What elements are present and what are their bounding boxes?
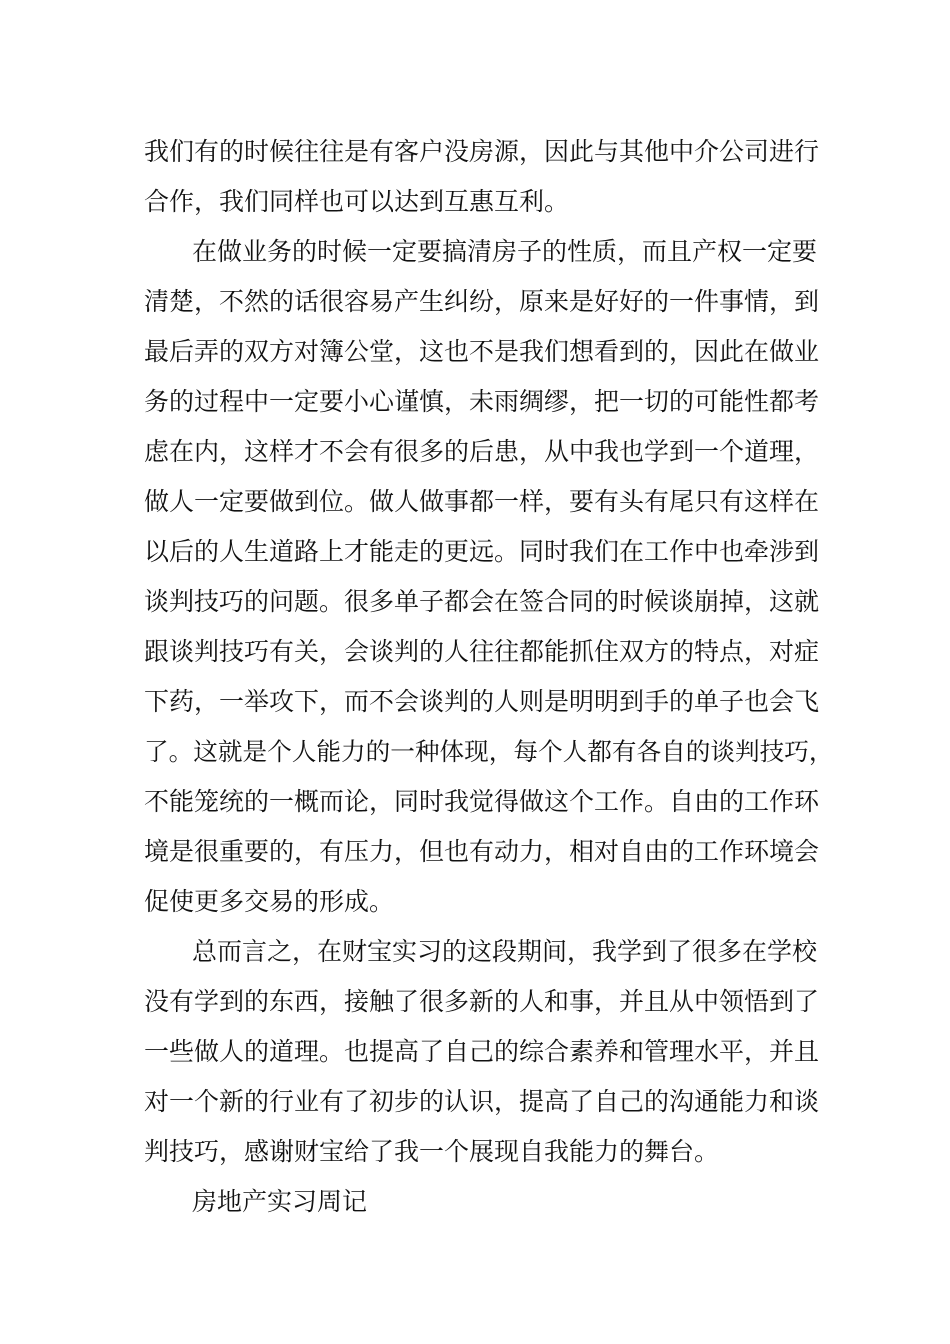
text-line: 跟谈判技巧有关，会谈判的人往往都能抓住双方的特点，对症 (144, 637, 820, 666)
text-line: 促使更多交易的形成。 (144, 887, 395, 916)
text-line: 房地产实习周记 (192, 1187, 368, 1216)
body-text (144, 127, 834, 1227)
text-line: 虑在内，这样才不会有很多的后患，从中我也学到一个道理， (144, 437, 820, 466)
text-line: 最后弄的双方对簿公堂，这也不是我们想看到的，因此在做业 (144, 337, 820, 366)
text-line: 合作，我们同样也可以达到互惠互利。 (144, 187, 570, 216)
text-line: 清楚，不然的话很容易产生纠纷，原来是好好的一件事情，到 (144, 287, 820, 316)
text-line: 谈判技巧的问题。很多单子都会在签合同的时候谈崩掉，这就 (144, 587, 820, 616)
text-line: 了。这就是个人能力的一种体现，每个人都有各自的谈判技巧， (144, 737, 834, 766)
text-line: 下药，一举攻下，而不会谈判的人则是明明到手的单子也会飞 (144, 687, 820, 716)
text-line: 没有学到的东西，接触了很多新的人和事，并且从中领悟到了 (144, 987, 820, 1016)
text-line: 对一个新的行业有了初步的认识，提高了自己的沟通能力和谈 (144, 1087, 820, 1116)
text-line: 我们有的时候往往是有客户没房源，因此与其他中介公司进行 (144, 137, 820, 166)
text-line: 以后的人生道路上才能走的更远。同时我们在工作中也牵涉到 (144, 537, 820, 566)
text-line: 一些做人的道理。也提高了自己的综合素养和管理水平，并且 (144, 1037, 820, 1066)
text-line: 不能笼统的一概而论，同时我觉得做这个工作。自由的工作环 (144, 787, 820, 816)
text-line: 总而言之，在财宝实习的这段期间，我学到了很多在学校 (192, 937, 818, 966)
text-line: 在做业务的时候一定要搞清房子的性质，而且产权一定要 (192, 237, 818, 266)
text-line: 务的过程中一定要小心谨慎，未雨绸缪，把一切的可能性都考 (144, 387, 820, 416)
text-line: 判技巧，感谢财宝给了我一个展现自我能力的舞台。 (144, 1137, 720, 1166)
text-line: 境是很重要的，有压力，但也有动力，相对自由的工作环境会 (144, 837, 820, 866)
text-line: 做人一定要做到位。做人做事都一样，要有头有尾只有这样在 (144, 487, 820, 516)
